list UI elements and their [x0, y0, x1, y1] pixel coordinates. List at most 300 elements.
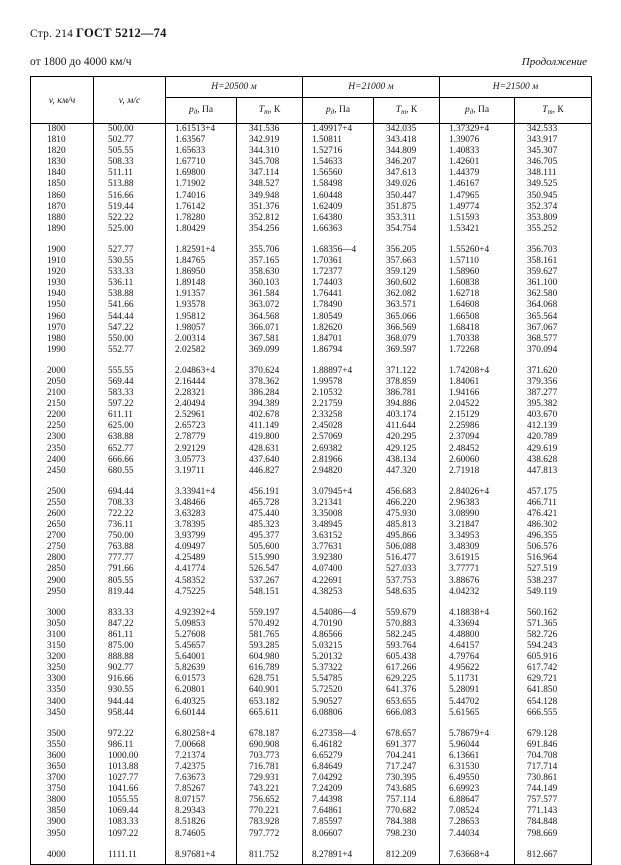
table-cell: 466.711: [527, 497, 557, 508]
table-group: [237, 487, 302, 598]
table-cell: 1.64380: [312, 212, 343, 223]
table-cell: 5.90527: [312, 696, 343, 707]
table-cell: 485.813: [386, 520, 417, 531]
table-cell: 394.389: [249, 399, 280, 410]
table-cell: 3150: [47, 641, 66, 652]
col-p-20500: [166, 124, 237, 864]
table-group: [94, 124, 165, 235]
table-cell: 770.682: [386, 806, 417, 817]
group-gap: [440, 598, 514, 608]
group-gap: [237, 356, 302, 366]
table-group: [31, 850, 93, 861]
table-cell: 355.706: [249, 244, 280, 255]
table-cell: 475.440: [249, 509, 280, 519]
table-cell: 1013.88: [108, 761, 139, 772]
table-cell: 986.11: [108, 739, 134, 750]
table-cell: 3.77631: [312, 542, 343, 553]
group-head-21500: H=21500 м: [440, 77, 592, 98]
table-cell: 526.547: [249, 564, 280, 575]
table-group: [94, 608, 165, 719]
table-group: [515, 366, 591, 477]
table-cell: 1920: [47, 267, 66, 278]
table-cell: 691.846: [527, 739, 558, 750]
table-cell: 369.099: [249, 344, 280, 355]
col-t-21000: [374, 124, 440, 864]
table-cell: 342.919: [249, 135, 280, 146]
table-cell: 703.773: [249, 750, 280, 761]
table-cell: 1.76441: [312, 289, 343, 300]
table-cell: 1.70361: [312, 256, 343, 267]
table-cell: 366.569: [386, 322, 417, 333]
table-cell: 386.781: [386, 388, 417, 399]
table-cell: 2.81966: [312, 454, 343, 465]
table-cell: 743.685: [386, 784, 417, 795]
table-cell: 548.151: [249, 586, 280, 597]
table-group: [237, 850, 302, 861]
table-group: [374, 608, 439, 719]
page-number-label: Стр. 214: [30, 28, 74, 40]
table-cell: 2050: [47, 376, 66, 387]
table-cell: 8.51826: [175, 817, 206, 828]
table-cell: 736.11: [108, 520, 134, 531]
table-cell: 7.21374: [175, 750, 206, 761]
table-cell: 1.72377: [312, 267, 343, 278]
table-cell: 2100: [47, 388, 66, 399]
table-cell: 3.35008: [312, 509, 343, 519]
table-cell: 456.683: [386, 486, 417, 497]
table-cell: 411.644: [386, 421, 416, 432]
table-cell: 2300: [47, 432, 66, 443]
table-cell: 5.09853: [175, 618, 206, 629]
table-cell: 1.86794: [312, 344, 343, 355]
group-gap: [303, 235, 373, 245]
table-cell: 357.165: [249, 256, 280, 267]
table-cell: 6.08806: [312, 707, 343, 718]
table-cell: 511.11: [108, 168, 133, 179]
table-cell: 4.75225: [175, 586, 206, 597]
table-cell: 456.191: [249, 486, 280, 497]
speed-range-label: от 1800 до 4000 км/ч: [30, 56, 132, 68]
table-cell: 1.84701: [312, 333, 343, 344]
table-cell: 378.859: [386, 376, 417, 387]
table-cell: 1.58498: [312, 179, 343, 190]
table-cell: 2.04863+4: [175, 365, 216, 376]
table-cell: 1.93578: [175, 300, 206, 311]
table-cell: 8.97681+4: [175, 849, 216, 860]
table-cell: 1.84061: [449, 376, 480, 387]
table-cell: 833.33: [108, 607, 134, 618]
table-cell: 1.46167: [449, 179, 480, 190]
table-group: [515, 729, 591, 840]
table-group: [166, 729, 236, 840]
table-cell: 369.597: [386, 344, 417, 355]
table-cell: 1990: [47, 344, 66, 355]
table-cell: 3100: [47, 629, 66, 640]
table-cell: 3950: [47, 828, 66, 839]
table-cell: 475.930: [386, 509, 417, 519]
table-cell: 625.00: [108, 421, 134, 432]
table-cell: 2000: [47, 365, 66, 376]
table-group: [166, 124, 236, 235]
table-group: [440, 245, 514, 356]
col-v-ms: [94, 124, 166, 864]
table-cell: 717.247: [386, 761, 417, 772]
table-cell: 6.49550: [449, 773, 480, 784]
table-cell: 1.99578: [312, 376, 343, 387]
table-cell: 571.365: [527, 618, 558, 629]
table-cell: 771.143: [527, 806, 558, 817]
group-gap: [166, 477, 236, 487]
table-cell: 2350: [47, 443, 66, 454]
table-group: [237, 729, 302, 840]
table-cell: 605.916: [527, 652, 558, 663]
table-cell: 344.310: [249, 146, 280, 157]
table-cell: 593.764: [386, 641, 417, 652]
table-cell: 447.813: [527, 465, 558, 476]
table-group: [303, 850, 373, 861]
table-cell: 819.44: [108, 586, 134, 597]
table-cell: 930.55: [108, 685, 134, 696]
table-cell: 403.670: [527, 410, 558, 421]
table-cell: 1.64608: [449, 300, 480, 311]
table-cell: 3400: [47, 696, 66, 707]
table-cell: 379.356: [527, 376, 558, 387]
table-cell: 2.10532: [312, 388, 343, 399]
table-cell: 6.27358—4: [312, 728, 357, 739]
table-cell: 2150: [47, 399, 66, 410]
table-cell: 7.85597: [312, 817, 343, 828]
table-cell: 1.49917+4: [312, 124, 353, 134]
table-cell: 3.07945+4: [312, 486, 353, 497]
table-cell: 1.67710: [175, 157, 206, 168]
table-cell: 527.033: [386, 564, 417, 575]
group-head-20500: H=20500 м: [166, 77, 303, 98]
col-head-p-20500: $p_д$, Па: [166, 98, 237, 124]
table-cell: 2750: [47, 542, 66, 553]
table-cell: 665.611: [249, 707, 279, 718]
table-cell: 7.28653: [449, 817, 480, 828]
table-cell: 1820: [47, 146, 66, 157]
table-cell: 716.781: [249, 761, 280, 772]
table-cell: 730.395: [386, 773, 417, 784]
group-gap: [440, 356, 514, 366]
group-gap: [515, 719, 591, 729]
table-cell: 1800: [47, 124, 66, 134]
table-cell: 2.94820: [312, 465, 343, 476]
table-cell: 3200: [47, 652, 66, 663]
table-cell: 628.751: [249, 674, 280, 685]
table-group: [303, 245, 373, 356]
table-cell: 356.703: [527, 244, 558, 255]
table-cell: 345.708: [249, 157, 280, 168]
table-cell: 538.88: [108, 289, 134, 300]
table-group: [94, 850, 165, 861]
table-cell: 3800: [47, 795, 66, 806]
table-cell: 784.848: [527, 817, 558, 828]
table-cell: 2250: [47, 421, 66, 432]
table-cell: 530.55: [108, 256, 134, 267]
table-cell: 1.86950: [175, 267, 206, 278]
table-cell: 777.77: [108, 553, 134, 564]
group-gap: [94, 356, 165, 366]
table-cell: 3.48466: [175, 497, 206, 508]
table-cell: 744.149: [527, 784, 558, 795]
table-cell: 875.00: [108, 641, 134, 652]
col-head-p-21000: $p_д$, Па: [303, 98, 374, 124]
table-cell: 7.63673: [175, 773, 206, 784]
table-cell: 1980: [47, 333, 66, 344]
table-cell: 1027.77: [108, 773, 139, 784]
table-cell: 617.266: [386, 663, 417, 674]
table-cell: 516.964: [527, 553, 558, 564]
table-cell: 1.84765: [175, 256, 206, 267]
table-cell: 420.789: [527, 432, 558, 443]
table-cell: 364.568: [249, 311, 280, 322]
group-gap: [303, 719, 373, 729]
table-cell: 5.03215: [312, 641, 343, 652]
table-cell: 1.63567: [175, 135, 206, 146]
table-cell: 7.44398: [312, 795, 343, 806]
table-cell: 395.382: [527, 399, 558, 410]
group-gap: [515, 477, 591, 487]
table-group: [374, 729, 439, 840]
table-cell: 352.374: [527, 201, 558, 212]
table-cell: 3650: [47, 761, 66, 772]
table-cell: 3700: [47, 773, 66, 784]
table-cell: 1.94166: [449, 388, 480, 399]
table-group: [31, 245, 93, 356]
table-cell: 359.627: [527, 267, 558, 278]
table-cell: 361.584: [249, 289, 280, 300]
table-cell: 629.721: [527, 674, 558, 685]
group-gap: [166, 356, 236, 366]
table-group: [237, 124, 302, 235]
table-cell: 552.77: [108, 344, 134, 355]
table-group: [237, 366, 302, 477]
table-cell: 5.45657: [175, 641, 206, 652]
table-group: [237, 608, 302, 719]
table-cell: 2.15129: [449, 410, 480, 421]
table-group: [31, 608, 93, 719]
table-cell: 2850: [47, 564, 66, 575]
table-cell: 3900: [47, 817, 66, 828]
table-cell: 5.72520: [312, 685, 343, 696]
table-cell: 1.76142: [175, 201, 206, 212]
table-cell: 346.207: [386, 157, 417, 168]
table-group: [374, 124, 439, 235]
table-cell: 797.772: [249, 828, 280, 839]
table-cell: 502.77: [108, 135, 134, 146]
table-cell: 2.78779: [175, 432, 206, 443]
table-cell: 594.243: [527, 641, 558, 652]
table-cell: 3.63283: [175, 509, 206, 519]
table-cell: 348.527: [249, 179, 280, 190]
table-cell: 641.850: [527, 685, 558, 696]
table-cell: 519.44: [108, 201, 134, 212]
table-cell: 4.22691: [312, 575, 343, 586]
table-cell: 7.44034: [449, 828, 480, 839]
group-gap: [166, 840, 236, 850]
table-cell: 3550: [47, 739, 66, 750]
table-cell: 798.669: [527, 828, 558, 839]
table-group: [31, 124, 93, 235]
table-cell: 3.33941+4: [175, 486, 216, 497]
table-cell: 1.68418: [449, 322, 480, 333]
table-cell: 611.11: [108, 410, 133, 421]
table-cell: 640.901: [249, 685, 280, 696]
subheader-row: [30, 56, 591, 68]
table-cell: 437.640: [249, 454, 280, 465]
col-t-20500: [237, 124, 303, 864]
table-cell: 8.74605: [175, 828, 206, 839]
table-cell: 4.70190: [312, 618, 343, 629]
table-cell: 5.54785: [312, 674, 343, 685]
table-cell: 1.37329+4: [449, 124, 490, 134]
table-cell: 756.652: [249, 795, 280, 806]
table-cell: 1.39076: [449, 135, 480, 146]
table-cell: 3600: [47, 750, 66, 761]
table-cell: 500.00: [108, 124, 134, 134]
table-cell: 549.119: [527, 586, 557, 597]
col-head-t-20500: $T_т$, К: [237, 98, 303, 124]
group-gap: [303, 477, 373, 487]
table-cell: 3.63152: [312, 531, 343, 542]
table-cell: 457.175: [527, 486, 558, 497]
table-cell: 1.51593: [449, 212, 480, 223]
table-cell: 4.54086—4: [312, 607, 357, 618]
table-cell: 569.44: [108, 376, 134, 387]
table-cell: 1.98057: [175, 322, 206, 333]
table-cell: 757.114: [386, 795, 416, 806]
table-cell: 2.16444: [175, 376, 206, 387]
table-cell: 7.85267: [175, 784, 206, 795]
table-cell: 349.525: [527, 179, 558, 190]
table-cell: 364.068: [527, 300, 558, 311]
table-cell: 1.74403: [312, 278, 343, 289]
table-cell: 3.21341: [312, 497, 343, 508]
group-gap: [374, 598, 439, 608]
table-cell: 7.08524: [449, 806, 480, 817]
table-cell: 2.37094: [449, 432, 480, 443]
group-gap: [237, 235, 302, 245]
table-cell: 505.55: [108, 146, 134, 157]
table-cell: 496.355: [527, 531, 558, 542]
group-gap: [440, 477, 514, 487]
table-cell: 1.61513+4: [175, 124, 216, 134]
table-cell: 7.42375: [175, 761, 206, 772]
table-cell: 5.64001: [175, 652, 206, 663]
table-cell: 341.536: [249, 124, 280, 134]
table-cell: 1.66363: [312, 223, 343, 234]
table-cell: 597.22: [108, 399, 134, 410]
table-group: [166, 245, 236, 356]
table-cell: 516.66: [108, 190, 134, 201]
table-cell: 7.63668+4: [449, 849, 490, 860]
table-cell: 1910: [47, 256, 66, 267]
table-cell: 1.60838: [449, 278, 480, 289]
table-cell: 2.00314: [175, 333, 206, 344]
table-cell: 6.84649: [312, 761, 343, 772]
table-cell: 358.630: [249, 267, 280, 278]
table-cell: 3000: [47, 607, 66, 618]
table-cell: 4.64157: [449, 641, 480, 652]
table-cell: 593.285: [249, 641, 280, 652]
table-cell: 3.34953: [449, 531, 480, 542]
table-cell: 550.00: [108, 333, 134, 344]
table-cell: 363.072: [249, 300, 280, 311]
table-cell: 1.78490: [312, 300, 343, 311]
table-cell: 570.492: [249, 618, 280, 629]
group-gap: [237, 719, 302, 729]
table-cell: 4.92392+4: [175, 607, 216, 618]
table-cell: 1.74208+4: [449, 365, 490, 376]
table-cell: 6.46182: [312, 739, 343, 750]
table-cell: 4.95622: [449, 663, 480, 674]
table-cell: 1.62409: [312, 201, 343, 212]
group-gap: [31, 598, 93, 608]
table-group: [374, 850, 439, 861]
table-cell: 342.035: [386, 124, 417, 134]
table-group: [303, 729, 373, 840]
table-cell: 429.619: [527, 443, 558, 454]
group-gap: [237, 840, 302, 850]
table-cell: 525.00: [108, 223, 134, 234]
table-cell: 2950: [47, 586, 66, 597]
table-cell: 513.88: [108, 179, 134, 190]
col-p-21000: [303, 124, 374, 864]
table-cell: 4.07400: [312, 564, 343, 575]
table-cell: 353.311: [386, 212, 416, 223]
table-group: [303, 608, 373, 719]
table-cell: 5.28091: [449, 685, 480, 696]
table-cell: 1.49774: [449, 201, 480, 212]
group-gap: [31, 356, 93, 366]
table-cell: 666.66: [108, 454, 134, 465]
table-cell: 6.20801: [175, 685, 206, 696]
table-cell: 4.79764: [449, 652, 480, 663]
group-gap: [94, 840, 165, 850]
group-gap: [374, 840, 439, 850]
group-gap: [166, 598, 236, 608]
table-cell: 704.241: [386, 750, 417, 761]
table-cell: 616.789: [249, 663, 280, 674]
table-cell: 638.88: [108, 432, 134, 443]
table-group: [237, 245, 302, 356]
table-cell: 1.71902: [175, 179, 206, 190]
table-cell: 387.277: [527, 388, 558, 399]
table-cell: 2.57069: [312, 432, 343, 443]
table-cell: 798.230: [386, 828, 417, 839]
table-cell: 1970: [47, 322, 66, 333]
table-cell: 446.827: [249, 465, 280, 476]
table-cell: 447.320: [386, 465, 417, 476]
table-cell: 1880: [47, 212, 66, 223]
table-cell: 2.84026+4: [449, 486, 490, 497]
table-cell: 5.20132: [312, 652, 343, 663]
table-cell: 350.447: [386, 190, 417, 201]
table-cell: 342.533: [527, 124, 558, 134]
table-cell: 2700: [47, 531, 66, 542]
table-cell: 3350: [47, 685, 66, 696]
table-cell: 367.581: [249, 333, 280, 344]
table-cell: 3300: [47, 674, 66, 685]
group-gap: [374, 356, 439, 366]
standard-number: ГОСТ 5212—74: [76, 26, 167, 40]
table-cell: 1.80549: [312, 311, 343, 322]
table-cell: 1930: [47, 278, 66, 289]
table-cell: 1.74016: [175, 190, 206, 201]
table-cell: 348.111: [527, 168, 557, 179]
